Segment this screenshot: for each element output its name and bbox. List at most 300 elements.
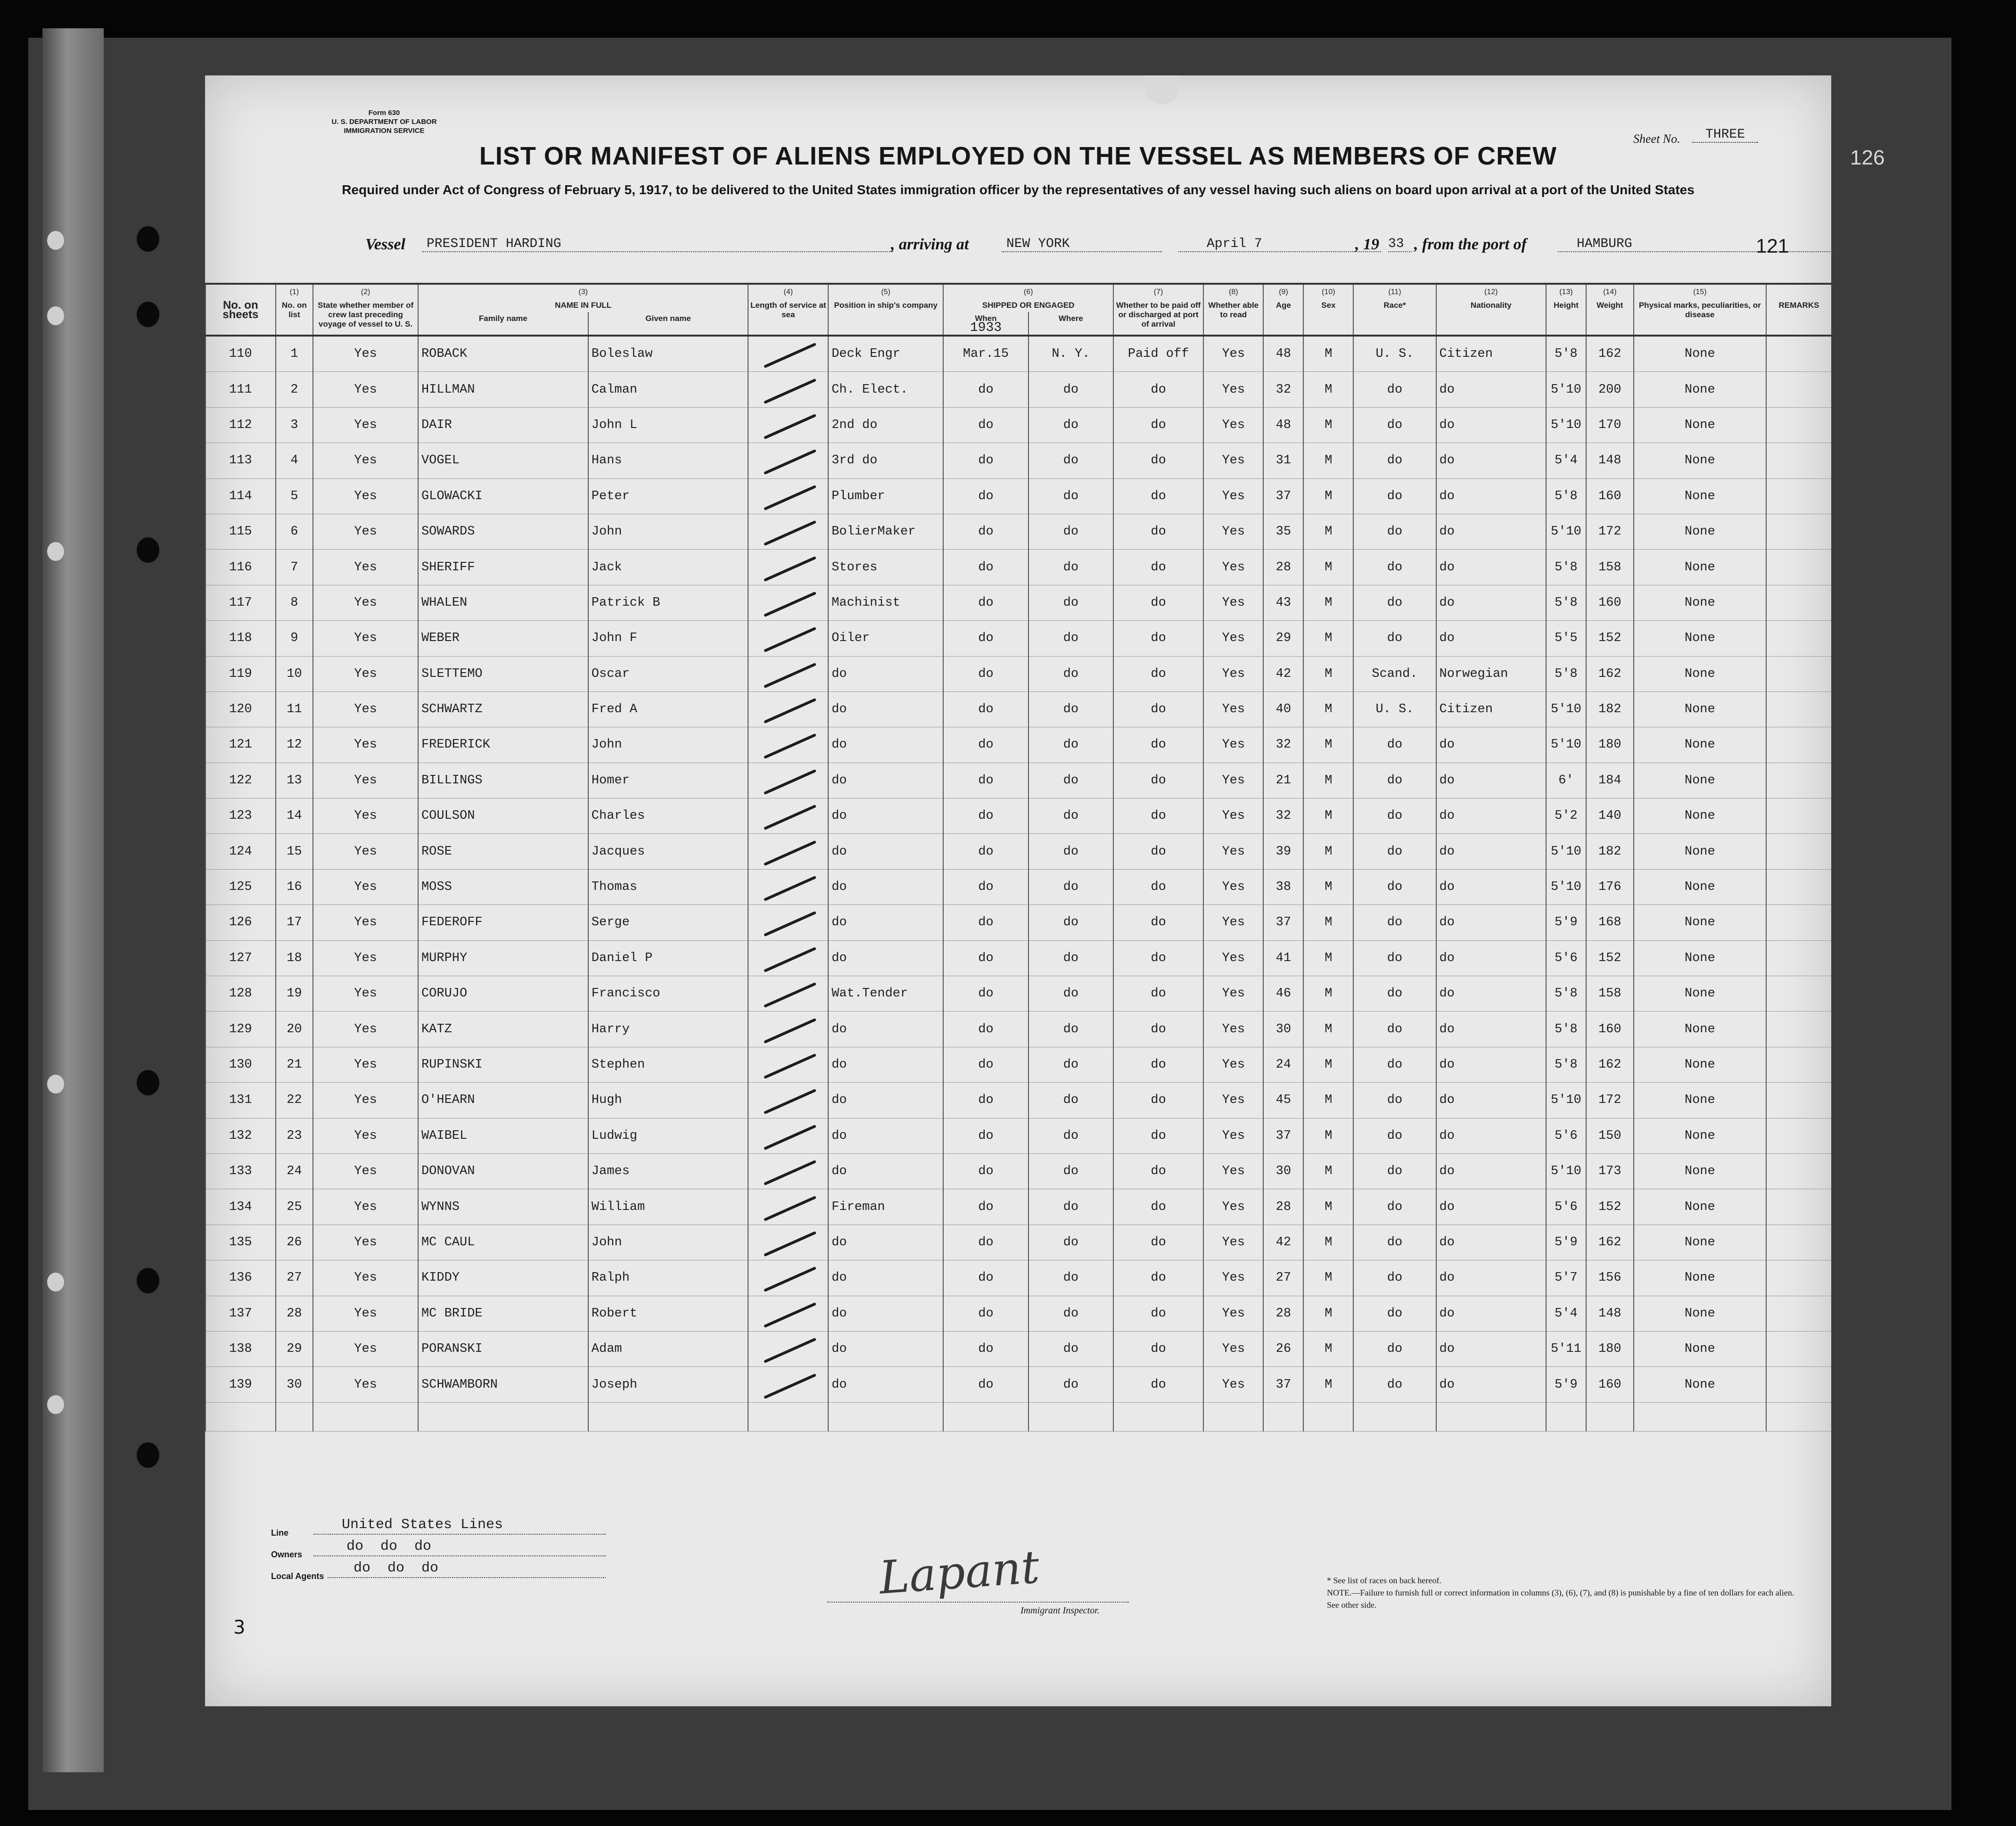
col-num — [1766, 284, 1831, 299]
paper-tear — [1145, 75, 1178, 104]
physical-marks-cell: None — [1634, 407, 1766, 443]
sheet-number-label: Sheet No. — [1633, 132, 1680, 146]
physical-marks-cell: None — [1634, 905, 1766, 940]
blank-cell — [1766, 1402, 1831, 1431]
length-of-service-cell — [748, 727, 828, 763]
header-height: Height — [1546, 299, 1586, 336]
age-cell: 38 — [1263, 869, 1303, 905]
col-num: (2) — [313, 284, 418, 299]
blank-cell — [1634, 1402, 1766, 1431]
crew-row — [206, 763, 1831, 798]
age-cell: 43 — [1263, 585, 1303, 620]
crew-row — [206, 1367, 1831, 1402]
service-tick-mark — [764, 840, 816, 866]
length-of-service-cell — [748, 478, 828, 514]
height-cell: 5'10 — [1546, 514, 1586, 549]
crew-row — [206, 407, 1831, 443]
paid-off-cell: do — [1113, 514, 1203, 549]
col-num: (8) — [1203, 284, 1263, 299]
height-cell: 5'9 — [1546, 1367, 1586, 1402]
physical-marks-cell: None — [1634, 478, 1766, 514]
previous-voyage-cell: Yes — [313, 798, 418, 834]
height-cell: 5'6 — [1546, 940, 1586, 976]
header-where: Where — [1029, 312, 1113, 336]
paid-off-cell: do — [1113, 407, 1203, 443]
previous-voyage-cell: Yes — [313, 1012, 418, 1047]
paid-off-cell: do — [1113, 976, 1203, 1012]
physical-marks-cell: None — [1634, 798, 1766, 834]
length-of-service-cell — [748, 1012, 828, 1047]
position-cell: do — [828, 1153, 943, 1189]
height-cell: 5'10 — [1546, 727, 1586, 763]
height-cell: 5'9 — [1546, 1225, 1586, 1260]
crew-row — [206, 869, 1831, 905]
sex-cell: M — [1303, 1118, 1353, 1153]
list-number-cell: 20 — [276, 1012, 313, 1047]
height-cell: 5'10 — [1546, 407, 1586, 443]
remarks-cell — [1766, 550, 1831, 585]
blank-cell — [1263, 1402, 1303, 1431]
shipped-when-cell: do — [943, 1153, 1028, 1189]
physical-marks-cell: None — [1634, 1012, 1766, 1047]
previous-voyage-cell: Yes — [313, 1083, 418, 1118]
list-number-cell: 28 — [276, 1296, 313, 1331]
position-cell: do — [828, 727, 943, 763]
owners-rule — [313, 1555, 606, 1556]
age-cell: 45 — [1263, 1083, 1303, 1118]
sex-cell: M — [1303, 1367, 1353, 1402]
given-name-cell: Jacques — [588, 834, 749, 869]
remarks-cell — [1766, 1153, 1831, 1189]
length-of-service-cell — [748, 691, 828, 727]
shipped-where-cell: do — [1029, 621, 1113, 656]
shipped-when-cell: do — [943, 1296, 1028, 1331]
physical-marks-cell: None — [1634, 976, 1766, 1012]
nationality-cell: do — [1436, 869, 1546, 905]
crew-row — [206, 1225, 1831, 1260]
shipped-when-cell: do — [943, 1189, 1028, 1225]
able-to-read-cell: Yes — [1203, 1012, 1263, 1047]
previous-voyage-cell: Yes — [313, 372, 418, 407]
weight-cell: 200 — [1586, 372, 1634, 407]
service-tick-mark — [764, 805, 816, 830]
physical-marks-cell: None — [1634, 1367, 1766, 1402]
form-identifier — [271, 108, 497, 135]
physical-marks-cell: None — [1634, 443, 1766, 478]
header-no-on-sheets: No. on sheets — [206, 299, 276, 336]
weight-cell: 160 — [1586, 1367, 1634, 1402]
age-cell: 39 — [1263, 834, 1303, 869]
length-of-service-cell — [748, 372, 828, 407]
sex-cell: M — [1303, 1260, 1353, 1296]
header-able-to-read: Whether able to read — [1203, 299, 1263, 336]
previous-voyage-cell: Yes — [313, 691, 418, 727]
paid-off-cell: do — [1113, 1367, 1203, 1402]
given-name-cell: John F — [588, 621, 749, 656]
physical-marks-cell: None — [1634, 656, 1766, 691]
header-weight: Weight — [1586, 299, 1634, 336]
race-cell: do — [1353, 1118, 1436, 1153]
race-cell: do — [1353, 727, 1436, 763]
nationality-cell: do — [1436, 1260, 1546, 1296]
service-tick-mark — [764, 1195, 816, 1221]
given-name-cell: Ludwig — [588, 1118, 749, 1153]
header-previous-voyage: State whether member of crew last preceding voyage of vessel to U. S. — [313, 299, 418, 336]
list-number-cell: 5 — [276, 478, 313, 514]
shipped-where-cell: do — [1029, 1118, 1113, 1153]
physical-marks-cell: None — [1634, 514, 1766, 549]
shipped-where-cell: do — [1029, 443, 1113, 478]
shipped-where-cell: do — [1029, 407, 1113, 443]
sex-cell: M — [1303, 585, 1353, 620]
shipped-where-cell: do — [1029, 976, 1113, 1012]
age-cell: 41 — [1263, 940, 1303, 976]
remarks-cell — [1766, 443, 1831, 478]
age-cell: 37 — [1263, 905, 1303, 940]
sheet-number-cell: 115 — [206, 514, 276, 549]
given-name-cell: John L — [588, 407, 749, 443]
race-cell: do — [1353, 869, 1436, 905]
sex-cell: M — [1303, 763, 1353, 798]
sex-cell: M — [1303, 550, 1353, 585]
shipped-when-cell: do — [943, 798, 1028, 834]
given-name-cell: Fred A — [588, 691, 749, 727]
local-agents-rule — [328, 1577, 606, 1578]
weight-cell: 156 — [1586, 1260, 1634, 1296]
race-cell: do — [1353, 1047, 1436, 1082]
vessel-label: Vessel — [365, 236, 405, 253]
height-cell: 6' — [1546, 763, 1586, 798]
col-num: (4) — [748, 284, 828, 299]
position-cell: do — [828, 1047, 943, 1082]
page-number: 121 — [1756, 235, 1789, 257]
form-number: Form 630 — [368, 109, 400, 117]
sheet-number-cell: 114 — [206, 478, 276, 514]
race-cell: do — [1353, 905, 1436, 940]
weight-cell: 162 — [1586, 1047, 1634, 1082]
service-tick-mark — [764, 378, 816, 403]
previous-voyage-cell: Yes — [313, 407, 418, 443]
remarks-cell — [1766, 336, 1831, 372]
service-tick-mark — [764, 1018, 816, 1043]
length-of-service-cell — [748, 656, 828, 691]
physical-marks-cell: None — [1634, 1225, 1766, 1260]
nationality-cell: do — [1436, 1012, 1546, 1047]
list-number-cell: 10 — [276, 656, 313, 691]
length-of-service-cell — [748, 940, 828, 976]
shipped-where-cell: do — [1029, 727, 1113, 763]
list-number-cell: 19 — [276, 976, 313, 1012]
department-name: U. S. DEPARTMENT OF LABOR — [331, 118, 437, 126]
shipped-where-cell: do — [1029, 1083, 1113, 1118]
shipped-when-cell: do — [943, 905, 1028, 940]
age-cell: 40 — [1263, 691, 1303, 727]
service-tick-mark — [764, 911, 816, 937]
given-name-cell: Hans — [588, 443, 749, 478]
list-number-cell: 6 — [276, 514, 313, 549]
remarks-cell — [1766, 940, 1831, 976]
able-to-read-cell: Yes — [1203, 372, 1263, 407]
able-to-read-cell: Yes — [1203, 336, 1263, 372]
height-cell: 5'9 — [1546, 905, 1586, 940]
crew-row — [206, 976, 1831, 1012]
paid-off-cell: Paid off — [1113, 336, 1203, 372]
sheet-number-cell: 132 — [206, 1118, 276, 1153]
able-to-read-cell: Yes — [1203, 976, 1263, 1012]
weight-cell: 150 — [1586, 1118, 1634, 1153]
blank-cell — [418, 1402, 588, 1431]
age-cell: 21 — [1263, 763, 1303, 798]
sheet-number-cell: 131 — [206, 1083, 276, 1118]
length-of-service-cell — [748, 585, 828, 620]
previous-voyage-cell: Yes — [313, 1296, 418, 1331]
family-name-cell: RUPINSKI — [418, 1047, 588, 1082]
paid-off-cell: do — [1113, 1189, 1203, 1225]
family-name-cell: FREDERICK — [418, 727, 588, 763]
list-number-cell: 30 — [276, 1367, 313, 1402]
given-name-cell: William — [588, 1189, 749, 1225]
length-of-service-cell — [748, 443, 828, 478]
shipped-where-cell: do — [1029, 869, 1113, 905]
position-cell: do — [828, 1012, 943, 1047]
sheet-number-cell: 134 — [206, 1189, 276, 1225]
sheet-number-cell: 126 — [206, 905, 276, 940]
remarks-cell — [1766, 1296, 1831, 1331]
year-prefix: , 19 — [1355, 236, 1379, 253]
given-name-cell: Robert — [588, 1296, 749, 1331]
family-name-cell: SLETTEMO — [418, 656, 588, 691]
previous-voyage-cell: Yes — [313, 869, 418, 905]
physical-marks-cell: None — [1634, 1331, 1766, 1366]
physical-marks-cell: None — [1634, 1047, 1766, 1082]
paid-off-cell: do — [1113, 1260, 1203, 1296]
height-cell: 5'8 — [1546, 1047, 1586, 1082]
col-num: (6) — [943, 284, 1113, 299]
position-cell: Oiler — [828, 621, 943, 656]
height-cell: 5'10 — [1546, 834, 1586, 869]
shipped-when-cell: do — [943, 372, 1028, 407]
family-name-cell: MC CAUL — [418, 1225, 588, 1260]
header-paid-off: Whether to be paid off or discharged at port of arrival — [1113, 299, 1203, 336]
height-cell: 5'10 — [1546, 691, 1586, 727]
shipped-where-cell: do — [1029, 1189, 1113, 1225]
remarks-cell — [1766, 1189, 1831, 1225]
remarks-cell — [1766, 585, 1831, 620]
blank-cell — [1029, 1402, 1113, 1431]
physical-marks-cell: None — [1634, 1260, 1766, 1296]
remarks-cell — [1766, 763, 1831, 798]
position-cell: 3rd do — [828, 443, 943, 478]
race-cell: do — [1353, 1012, 1436, 1047]
race-cell: do — [1353, 940, 1436, 976]
given-name-cell: Ralph — [588, 1260, 749, 1296]
paid-off-cell: do — [1113, 1047, 1203, 1082]
able-to-read-cell: Yes — [1203, 905, 1263, 940]
inspector-label: Immigrant Inspector. — [1020, 1605, 1100, 1616]
sheet-number-cell: 129 — [206, 1012, 276, 1047]
previous-voyage-cell: Yes — [313, 763, 418, 798]
remarks-cell — [1766, 976, 1831, 1012]
shipped-where-cell: do — [1029, 1153, 1113, 1189]
punch-hole — [137, 1268, 159, 1293]
length-of-service-cell — [748, 1225, 828, 1260]
position-cell: Machinist — [828, 585, 943, 620]
document-title: LIST OR MANIFEST OF ALIENS EMPLOYED ON THE VESSEL AS MEMBERS OF CREW — [479, 142, 1557, 170]
physical-marks-cell: None — [1634, 585, 1766, 620]
list-number-cell: 24 — [276, 1153, 313, 1189]
physical-marks-cell: None — [1634, 834, 1766, 869]
header-name-in-full: NAME IN FULL — [418, 299, 748, 312]
shipped-year: 1933 — [970, 321, 1002, 335]
position-cell: do — [828, 1225, 943, 1260]
shipped-where-cell: do — [1029, 905, 1113, 940]
col-num: (11) — [1353, 284, 1436, 299]
able-to-read-cell: Yes — [1203, 1225, 1263, 1260]
line-value: United States Lines — [342, 1517, 503, 1533]
race-cell: do — [1353, 478, 1436, 514]
shipped-where-cell: do — [1029, 585, 1113, 620]
paid-off-cell: do — [1113, 478, 1203, 514]
remarks-cell — [1766, 727, 1831, 763]
service-tick-mark — [764, 1125, 816, 1150]
previous-voyage-cell: Yes — [313, 585, 418, 620]
family-name-cell: GLOWACKI — [418, 478, 588, 514]
length-of-service-cell — [748, 1118, 828, 1153]
service-tick-mark — [764, 733, 816, 759]
remarks-cell — [1766, 1047, 1831, 1082]
previous-voyage-cell: Yes — [313, 550, 418, 585]
nationality-cell: do — [1436, 834, 1546, 869]
service-tick-mark — [764, 520, 816, 546]
shipped-where-cell: do — [1029, 372, 1113, 407]
sheet-number-cell: 130 — [206, 1047, 276, 1082]
race-cell: do — [1353, 1153, 1436, 1189]
sheet-number-cell: 123 — [206, 798, 276, 834]
list-number-cell: 13 — [276, 763, 313, 798]
height-cell: 5'10 — [1546, 1153, 1586, 1189]
blank-cell — [1546, 1402, 1586, 1431]
previous-voyage-cell: Yes — [313, 336, 418, 372]
physical-marks-cell: None — [1634, 940, 1766, 976]
able-to-read-cell: Yes — [1203, 443, 1263, 478]
nationality-cell: do — [1436, 1367, 1546, 1402]
shipped-where-cell: do — [1029, 550, 1113, 585]
header-length-of-service: Length of service at sea — [748, 299, 828, 336]
given-name-cell: Patrick B — [588, 585, 749, 620]
shipped-where-cell: do — [1029, 1225, 1113, 1260]
header-physical-marks: Physical marks, peculiarities, or disease — [1634, 299, 1766, 336]
service-tick-mark — [764, 947, 816, 972]
height-cell: 5'11 — [1546, 1331, 1586, 1366]
service-name: IMMIGRATION SERVICE — [344, 127, 425, 135]
race-cell: U. S. — [1353, 336, 1436, 372]
weight-cell: 182 — [1586, 691, 1634, 727]
family-name-cell: DAIR — [418, 407, 588, 443]
col-num: (5) — [828, 284, 943, 299]
column-number-row — [206, 284, 1831, 299]
crew-row — [206, 336, 1831, 372]
crew-row — [206, 514, 1831, 549]
given-name-cell: Stephen — [588, 1047, 749, 1082]
given-name-cell: James — [588, 1153, 749, 1189]
service-tick-mark — [764, 592, 816, 617]
given-name-cell: Serge — [588, 905, 749, 940]
punch-hole — [137, 302, 159, 327]
previous-voyage-cell: Yes — [313, 621, 418, 656]
paid-off-cell: do — [1113, 1153, 1203, 1189]
crew-row — [206, 691, 1831, 727]
shipped-when-cell: do — [943, 1367, 1028, 1402]
height-cell: 5'8 — [1546, 336, 1586, 372]
list-number-cell: 15 — [276, 834, 313, 869]
shipped-when-cell: do — [943, 514, 1028, 549]
list-number-cell: 7 — [276, 550, 313, 585]
given-name-cell: John — [588, 514, 749, 549]
paid-off-cell: do — [1113, 1331, 1203, 1366]
shipped-when-cell: do — [943, 585, 1028, 620]
sheet-number-cell: 120 — [206, 691, 276, 727]
service-tick-mark — [764, 414, 816, 439]
service-tick-mark — [764, 627, 816, 652]
service-tick-mark — [764, 663, 816, 688]
service-tick-mark — [764, 1267, 816, 1292]
sheet-number-cell: 135 — [206, 1225, 276, 1260]
position-cell: Deck Engr — [828, 336, 943, 372]
family-name-cell: KIDDY — [418, 1260, 588, 1296]
length-of-service-cell — [748, 1367, 828, 1402]
shipped-when-cell: do — [943, 478, 1028, 514]
family-name-cell: SHERIFF — [418, 550, 588, 585]
crew-row — [206, 1047, 1831, 1082]
col-num — [206, 284, 276, 299]
service-tick-mark — [764, 449, 816, 475]
age-cell: 46 — [1263, 976, 1303, 1012]
paid-off-cell: do — [1113, 691, 1203, 727]
service-tick-mark — [764, 1338, 816, 1363]
nationality-cell: do — [1436, 550, 1546, 585]
age-cell: 26 — [1263, 1331, 1303, 1366]
sheet-number-cell: 122 — [206, 763, 276, 798]
position-cell: do — [828, 940, 943, 976]
race-cell: do — [1353, 798, 1436, 834]
previous-voyage-cell: Yes — [313, 1331, 418, 1366]
shipped-when-cell: do — [943, 691, 1028, 727]
sex-cell: M — [1303, 869, 1353, 905]
length-of-service-cell — [748, 336, 828, 372]
able-to-read-cell: Yes — [1203, 550, 1263, 585]
length-of-service-cell — [748, 1083, 828, 1118]
from-port-label: , from the port of — [1414, 236, 1527, 253]
length-of-service-cell — [748, 834, 828, 869]
given-name-cell: John — [588, 1225, 749, 1260]
paid-off-cell: do — [1113, 621, 1203, 656]
sex-cell: M — [1303, 1153, 1353, 1189]
list-number-cell: 1 — [276, 336, 313, 372]
col-num: (9) — [1263, 284, 1303, 299]
position-cell: Fireman — [828, 1189, 943, 1225]
sheet-number-cell: 136 — [206, 1260, 276, 1296]
height-cell: 5'5 — [1546, 621, 1586, 656]
physical-marks-cell: None — [1634, 621, 1766, 656]
height-cell: 5'7 — [1546, 1260, 1586, 1296]
weight-cell: 140 — [1586, 798, 1634, 834]
sheet-number-cell: 116 — [206, 550, 276, 585]
paid-off-cell: do — [1113, 443, 1203, 478]
weight-cell: 148 — [1586, 443, 1634, 478]
sex-cell: M — [1303, 905, 1353, 940]
crew-row — [206, 478, 1831, 514]
length-of-service-cell — [748, 798, 828, 834]
